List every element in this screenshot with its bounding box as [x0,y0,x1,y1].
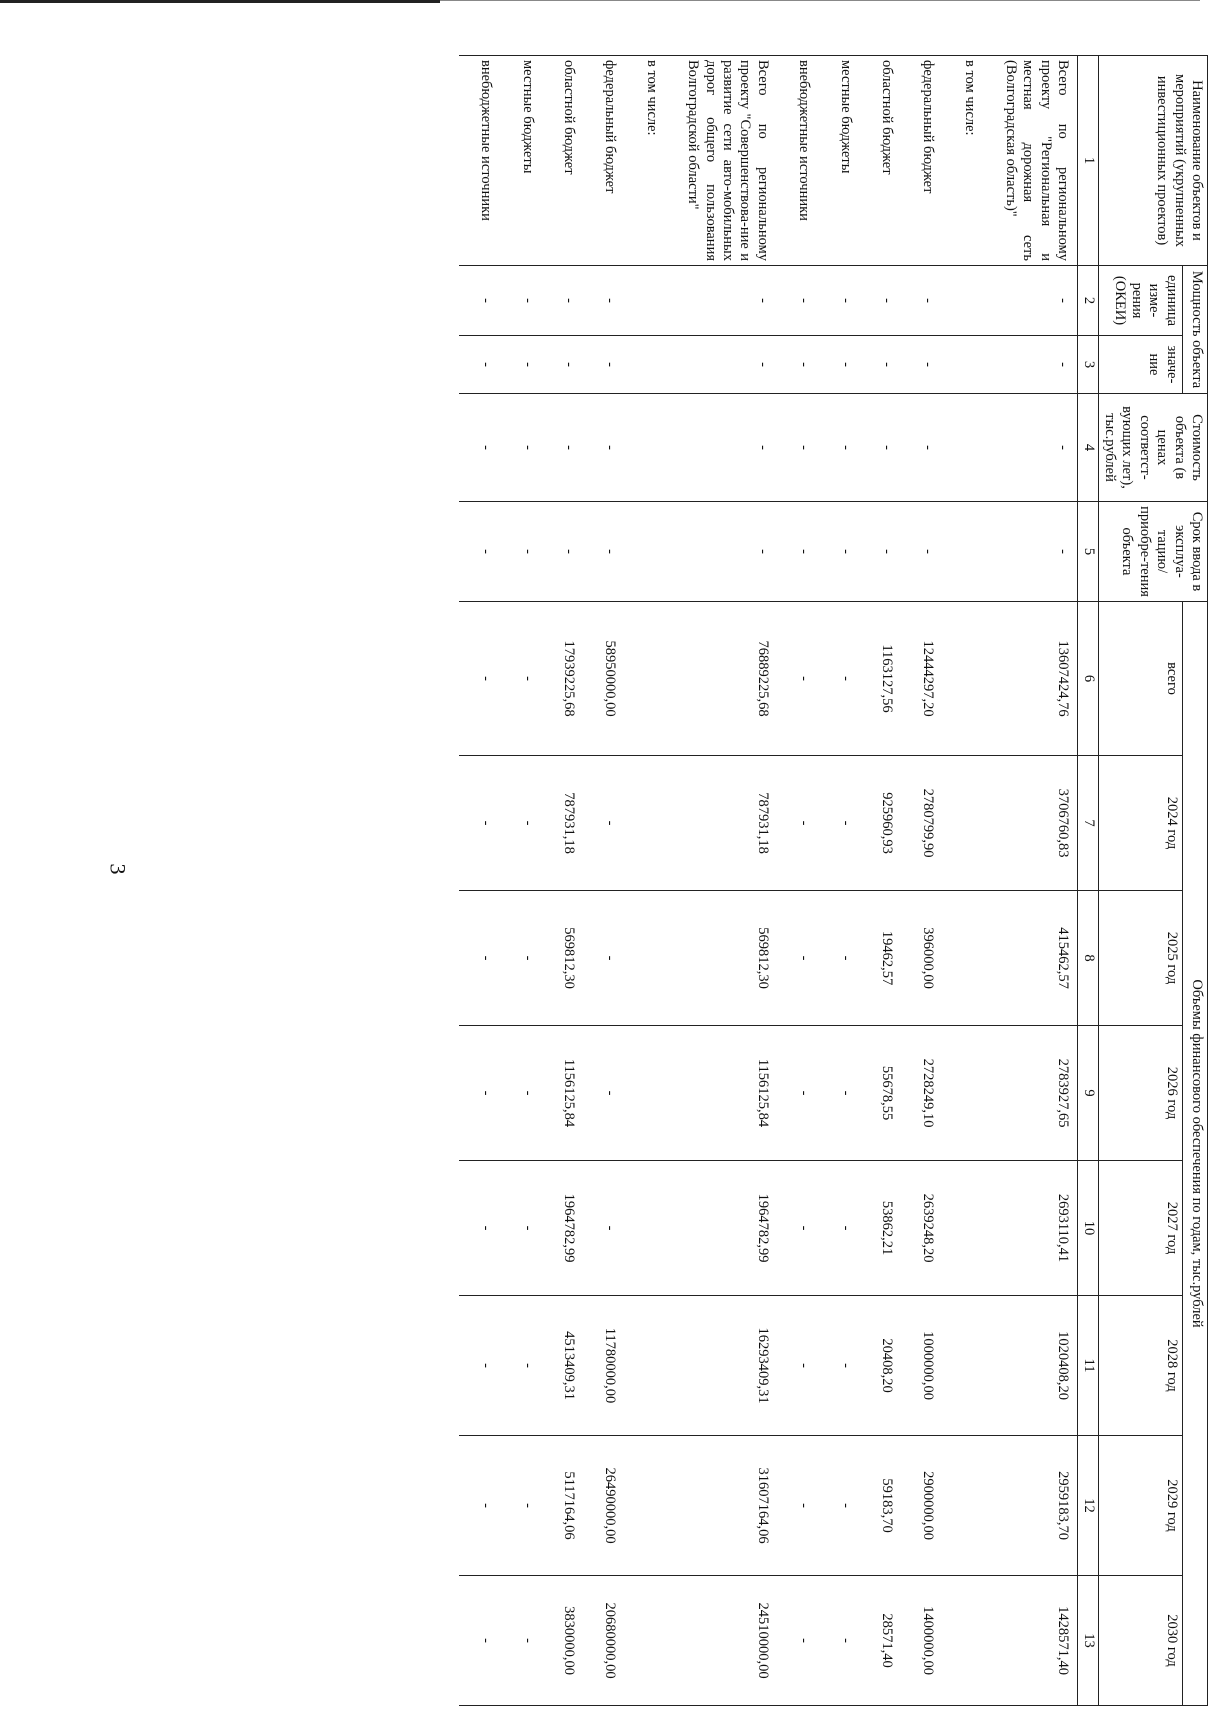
header-year: 2025 год [1098,891,1182,1026]
column-number: 4 [1078,394,1098,502]
capacity-value-cell: - [984,336,1078,394]
column-number: 2 [1078,266,1098,336]
total-cell: - [500,602,541,756]
year-2027-cell: 1964782,99 [666,1161,777,1296]
year-2026-cell: - [459,1026,500,1161]
capacity-unit-cell: - [542,266,583,336]
header-cost: Стоимость объекта (в ценах соответст-вующих лет), тыс.рублей [1098,394,1207,502]
year-2030-cell: 24510000,00 [666,1576,777,1706]
commission-cell: - [818,502,859,602]
rotated-page-content [158,55,1208,1705]
year-2026-cell: - [500,1026,541,1161]
cost-cell: - [583,394,624,502]
table-row [542,56,583,1706]
scan-top-edge-thin [440,0,1200,1]
year-2025-cell: - [459,891,500,1026]
total-cell: 58950000,00 [583,602,624,756]
total-cell: 1163127,56 [860,602,901,756]
table-row [984,56,1078,1706]
table-row [942,56,983,1706]
column-number: 11 [1078,1296,1098,1436]
commission-cell [624,502,665,602]
table-row [860,56,901,1706]
row-name: внебюджетные источники [777,56,818,266]
year-2028-cell: 11780000,00 [583,1296,624,1436]
column-number: 7 [1078,756,1098,891]
year-2025-cell: 569812,30 [666,891,777,1026]
table-row [818,56,859,1706]
year-2025-cell: 415462,57 [984,891,1078,1026]
year-2030-cell: 20680000,00 [583,1576,624,1706]
year-2030-cell: 28571,40 [860,1576,901,1706]
capacity-unit-cell: - [984,266,1078,336]
year-2029-cell: 2959183,70 [984,1436,1078,1576]
capacity-value-cell: - [666,336,777,394]
total-cell: - [818,602,859,756]
column-number: 6 [1078,602,1098,756]
year-2025-cell [624,891,665,1026]
table-row [459,56,500,1706]
table-row [666,56,777,1706]
table-row [901,56,942,1706]
capacity-value-cell [942,336,983,394]
year-2025-cell: 19462,57 [860,891,901,1026]
header-name: Наименование объектов и мероприятий (укрупненных инвестиционных проектов) [1098,56,1207,266]
table-row [777,56,818,1706]
table-row [624,56,665,1706]
year-2025-cell: - [583,891,624,1026]
header-year: 2027 год [1098,1161,1182,1296]
total-cell: 12444297,20 [901,602,942,756]
year-2025-cell: - [777,891,818,1026]
column-number: 13 [1078,1576,1098,1706]
row-name: в том числе: [942,56,983,266]
year-2029-cell: - [818,1436,859,1576]
year-2024-cell: 2780799,90 [901,756,942,891]
commission-cell: - [666,502,777,602]
header-capacity: Мощность объекта [1182,266,1207,394]
header-commission: Срок ввода в эксплуа-тацию/ приобре-тения объекта [1098,502,1207,602]
year-2025-cell [942,891,983,1026]
year-2026-cell: - [777,1026,818,1161]
year-2029-cell: - [459,1436,500,1576]
year-2026-cell: 1156125,84 [542,1026,583,1161]
year-2029-cell: 31607164,06 [666,1436,777,1576]
year-2029-cell: 2900000,00 [901,1436,942,1576]
capacity-unit-cell: - [583,266,624,336]
year-2025-cell: 569812,30 [542,891,583,1026]
table-row [583,56,624,1706]
year-2028-cell: 1020408,20 [984,1296,1078,1436]
header-year: 2030 год [1098,1576,1182,1706]
year-2024-cell: - [459,756,500,891]
year-2026-cell: 1156125,84 [666,1026,777,1161]
year-2029-cell: 5117164,06 [542,1436,583,1576]
year-2030-cell: 3830000,00 [542,1576,583,1706]
year-2026-cell [624,1026,665,1161]
year-2024-cell: 787931,18 [542,756,583,891]
capacity-unit-cell [942,266,983,336]
year-2024-cell: - [818,756,859,891]
commission-cell: - [542,502,583,602]
capacity-value-cell: - [500,336,541,394]
capacity-value-cell: - [901,336,942,394]
row-name: областной бюджет [860,56,901,266]
year-2028-cell: 20408,20 [860,1296,901,1436]
year-2030-cell: 1428571,40 [984,1576,1078,1706]
total-cell: 76889225,68 [666,602,777,756]
year-2027-cell: 1964782,99 [542,1161,583,1296]
commission-cell [942,502,983,602]
capacity-unit-cell [624,266,665,336]
column-number: 5 [1078,502,1098,602]
cost-cell: - [459,394,500,502]
capacity-unit-cell: - [666,266,777,336]
commission-cell: - [860,502,901,602]
capacity-value-cell: - [818,336,859,394]
year-2030-cell [624,1576,665,1706]
year-2027-cell: - [777,1161,818,1296]
header-year: 2026 год [1098,1026,1182,1161]
header-capacity-value: значе-ние [1098,336,1182,394]
year-2030-cell: - [500,1576,541,1706]
year-2029-cell [624,1436,665,1576]
year-2027-cell: 2693110,41 [984,1161,1078,1296]
commission-cell: - [984,502,1078,602]
year-2029-cell: 26490000,00 [583,1436,624,1576]
total-cell: 13607424,76 [984,602,1078,756]
capacity-unit-cell: - [901,266,942,336]
cost-cell: - [984,394,1078,502]
capacity-value-cell: - [777,336,818,394]
header-capacity-unit: единица изме-рения (ОКЕИ) [1098,266,1182,336]
year-2026-cell: - [583,1026,624,1161]
year-2026-cell: 2783927,65 [984,1026,1078,1161]
cost-cell: - [542,394,583,502]
total-cell: 17939225,68 [542,602,583,756]
column-number: 1 [1078,56,1098,266]
cost-cell: - [666,394,777,502]
year-2024-cell: 3706760,83 [984,756,1078,891]
column-number: 9 [1078,1026,1098,1161]
year-2027-cell: - [500,1161,541,1296]
header-year: 2024 год [1098,756,1182,891]
row-name: федеральный бюджет [901,56,942,266]
year-2027-cell: - [818,1161,859,1296]
total-cell: - [777,602,818,756]
year-2024-cell: 925960,93 [860,756,901,891]
year-2027-cell [942,1161,983,1296]
commission-cell: - [777,502,818,602]
year-2028-cell: 16293409,31 [666,1296,777,1436]
year-2030-cell: - [777,1576,818,1706]
capacity-value-cell: - [583,336,624,394]
capacity-unit-cell: - [459,266,500,336]
year-2028-cell: - [459,1296,500,1436]
table-row [500,56,541,1706]
year-2026-cell [942,1026,983,1161]
capacity-value-cell: - [860,336,901,394]
commission-cell: - [583,502,624,602]
year-2024-cell: - [583,756,624,891]
row-name: местные бюджеты [818,56,859,266]
cost-cell: - [818,394,859,502]
capacity-unit-cell: - [818,266,859,336]
column-number: 12 [1078,1436,1098,1576]
row-name: Всего по региональному проекту "Региональная и местная дорожная сеть (Волгоградская область)" [984,56,1078,266]
year-2027-cell: - [583,1161,624,1296]
table-body [459,56,1078,1706]
header-year: 2028 год [1098,1296,1182,1436]
table-header [1078,56,1208,1706]
capacity-unit-cell: - [500,266,541,336]
cost-cell [624,394,665,502]
column-number: 3 [1078,336,1098,394]
column-number: 10 [1078,1161,1098,1296]
capacity-value-cell: - [459,336,500,394]
year-2024-cell [942,756,983,891]
year-2024-cell: - [500,756,541,891]
year-2029-cell: 59183,70 [860,1436,901,1576]
capacity-value-cell [624,336,665,394]
year-2028-cell [942,1296,983,1436]
year-2028-cell: - [777,1296,818,1436]
cost-cell [942,394,983,502]
year-2028-cell: - [500,1296,541,1436]
row-name: внебюджетные источники [459,56,500,266]
page-number: 3 [105,863,131,875]
year-2027-cell: 2639248,20 [901,1161,942,1296]
year-2024-cell [624,756,665,891]
year-2026-cell: 2728249,10 [901,1026,942,1161]
cost-cell: - [777,394,818,502]
total-cell [942,602,983,756]
year-2024-cell: 787931,18 [666,756,777,891]
row-name: Всего по региональному проекту "Совершенствова-ние и развитие сети авто-мобильных дорог общего пользования Волгоградской области" [666,56,777,266]
commission-cell: - [901,502,942,602]
scan-top-edge [0,0,440,3]
header-year: 2029 год [1098,1436,1182,1576]
year-2025-cell: - [500,891,541,1026]
capacity-unit-cell: - [777,266,818,336]
total-cell [624,602,665,756]
year-2030-cell: - [818,1576,859,1706]
year-2027-cell: - [459,1161,500,1296]
year-2028-cell: 4513409,31 [542,1296,583,1436]
year-2029-cell: - [500,1436,541,1576]
year-2029-cell: - [777,1436,818,1576]
total-cell: - [459,602,500,756]
row-name: в том числе: [624,56,665,266]
year-2028-cell: - [818,1296,859,1436]
year-2025-cell: 396000,00 [901,891,942,1026]
year-2030-cell [942,1576,983,1706]
year-2030-cell: 1400000,00 [901,1576,942,1706]
cost-cell: - [500,394,541,502]
capacity-value-cell: - [542,336,583,394]
year-2025-cell: - [818,891,859,1026]
row-name: местные бюджеты [500,56,541,266]
row-name: федеральный бюджет [583,56,624,266]
commission-cell: - [459,502,500,602]
year-2027-cell [624,1161,665,1296]
header-total: всего [1098,602,1182,756]
commission-cell: - [500,502,541,602]
year-2027-cell: 53862,21 [860,1161,901,1296]
funding-table [459,55,1208,1706]
year-2028-cell: 1000000,00 [901,1296,942,1436]
year-2026-cell: - [818,1026,859,1161]
year-2024-cell: - [777,756,818,891]
year-2026-cell: 55678,55 [860,1026,901,1161]
row-name: областной бюджет [542,56,583,266]
header-funding: Объемы финансового обеспечения по годам, тыс.рублей [1182,602,1207,1706]
year-2030-cell: - [459,1576,500,1706]
year-2029-cell [942,1436,983,1576]
capacity-unit-cell: - [860,266,901,336]
column-number: 8 [1078,891,1098,1026]
cost-cell: - [860,394,901,502]
cost-cell: - [901,394,942,502]
year-2028-cell [624,1296,665,1436]
